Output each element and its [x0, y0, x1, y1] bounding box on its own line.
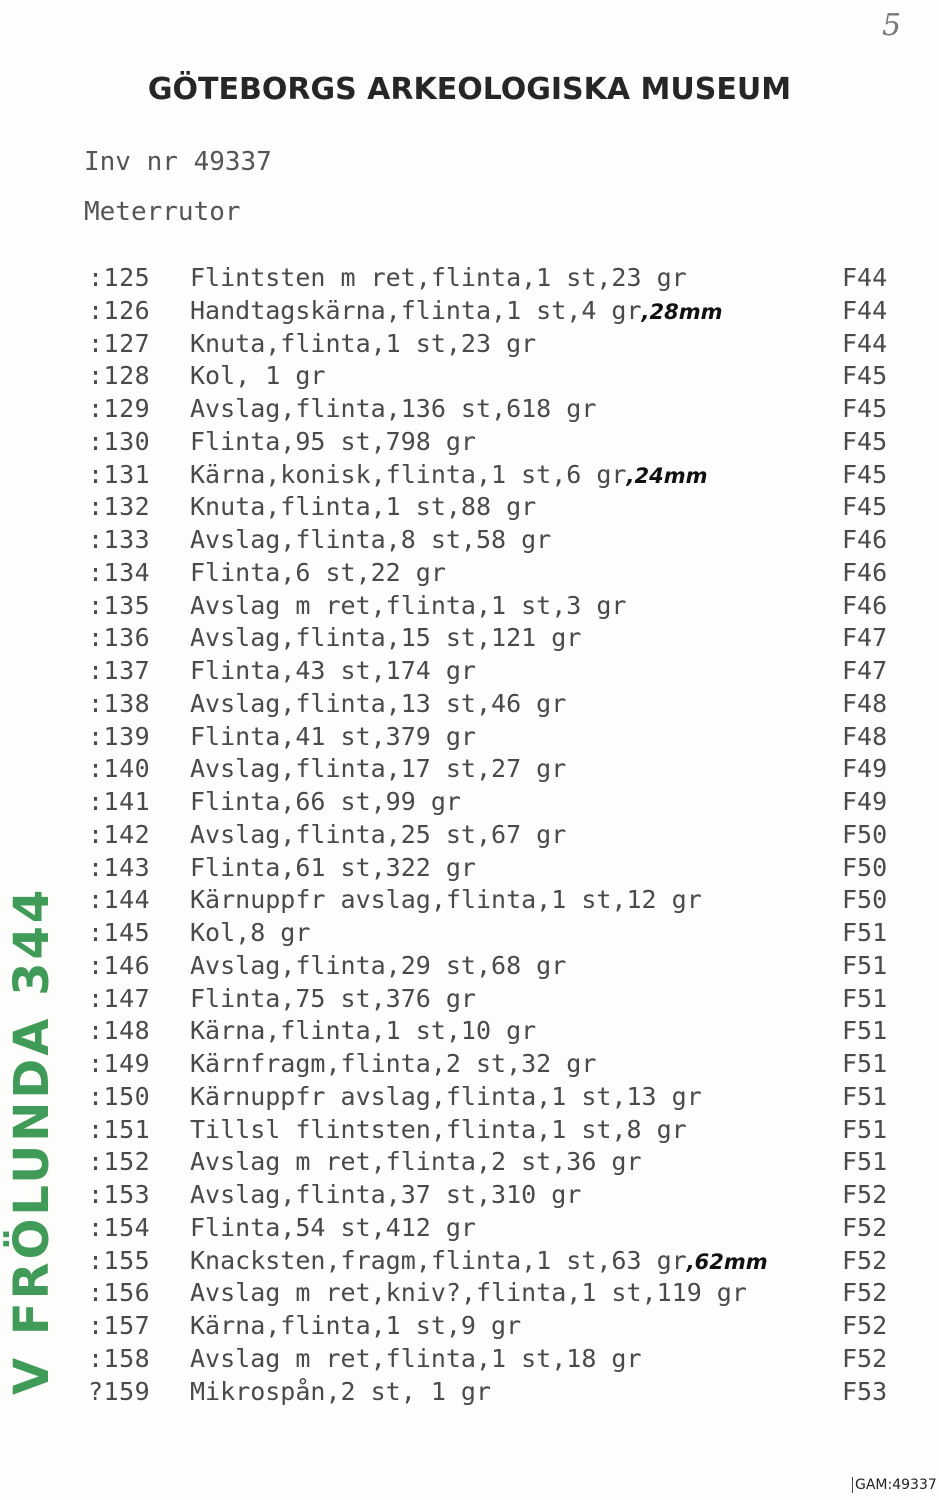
item-number: :137 [88, 656, 151, 685]
item-description-text: Kärnuppfr avslag,flinta,1 st,13 gr [190, 1081, 702, 1111]
grid-square-code: F46 [842, 525, 888, 554]
item-number: :156 [88, 1278, 151, 1308]
item-description [190, 1376, 491, 1408]
item-description-text: Kärnfragm,flinta,2 st,32 gr [190, 1049, 597, 1078]
item-description [190, 524, 551, 556]
list-item [0, 884, 939, 917]
item-number: ?159 [88, 1376, 151, 1406]
item-description [190, 1146, 642, 1178]
grid-square-code: F52 [842, 1245, 888, 1275]
item-number: :125 [88, 263, 151, 292]
item-description-text: Avslag m ret,kniv?,flinta,1 st,119 gr [190, 1278, 747, 1308]
page-number: 5 [882, 8, 902, 43]
grid-square-code: F51 [842, 1081, 888, 1111]
grid-square-code: F46 [842, 590, 888, 620]
item-description [190, 295, 723, 328]
inventory-number: Inv nr 49337 [84, 147, 272, 177]
item-description [190, 1245, 768, 1278]
item-description-text: Knuta,flinta,1 st,88 gr [190, 492, 537, 522]
item-description-text: Knacksten,fragm,flinta,1 st,63 gr [190, 1245, 687, 1275]
item-number: :151 [88, 1114, 151, 1144]
list-item [0, 1277, 939, 1310]
item-description [190, 360, 325, 392]
grid-square-code: F52 [842, 1278, 888, 1308]
item-description [190, 1179, 581, 1211]
item-description-text: Avslag,flinta,15 st,121 gr [190, 623, 582, 653]
item-number: :131 [88, 459, 151, 489]
item-number: :148 [88, 1016, 151, 1046]
list-item [0, 590, 939, 623]
item-description [190, 688, 566, 720]
grid-square-code: F52 [842, 1180, 888, 1209]
list-item [0, 622, 939, 655]
item-description [190, 753, 566, 785]
item-description-text: Avslag,flinta,136 st,618 gr [190, 394, 597, 423]
list-item [0, 1146, 939, 1179]
item-description-text: Flinta,54 st,412 gr [190, 1212, 476, 1242]
item-description [190, 1343, 642, 1375]
museum-header: GÖTEBORGS ARKEOLOGISKA MUSEUM [147, 72, 792, 107]
item-number: :129 [88, 394, 151, 423]
item-number: :139 [88, 721, 151, 751]
item-description [190, 852, 476, 884]
item-description-text: Flintsten m ret,flinta,1 st,23 gr [190, 263, 687, 292]
item-description-text: Avslag m ret,flinta,1 st,18 gr [190, 1343, 642, 1373]
item-number: :143 [88, 852, 151, 882]
item-number: :141 [88, 787, 151, 816]
grid-square-code: F51 [842, 1049, 888, 1078]
item-number: :136 [88, 623, 151, 653]
list-item [0, 819, 939, 852]
archive-stamp: GAM:49337 [852, 1477, 937, 1493]
item-number: :150 [88, 1081, 151, 1111]
item-description-text: Avslag,flinta,25 st,67 gr [190, 819, 567, 849]
item-description [190, 262, 687, 294]
item-number: :134 [88, 557, 151, 587]
grid-square-code: F49 [842, 754, 888, 784]
item-number: :132 [88, 492, 151, 522]
list-item [0, 1114, 939, 1147]
item-description-text: Avslag,flinta,8 st,58 gr [190, 525, 552, 554]
grid-square-code: F44 [842, 263, 888, 292]
list-item [0, 1310, 939, 1343]
grid-square-code: F48 [842, 688, 888, 718]
list-item [0, 1245, 939, 1278]
grid-square-code: F47 [842, 656, 888, 685]
item-description-text: Avslag,flinta,17 st,27 gr [190, 754, 567, 784]
item-description-text: Flinta,41 st,379 gr [190, 721, 476, 751]
item-number: :127 [88, 328, 151, 358]
list-item [0, 1179, 939, 1212]
item-number: :126 [88, 295, 151, 325]
grid-square-code: F53 [842, 1376, 888, 1406]
grid-square-code: F45 [842, 492, 888, 522]
item-description-text: Flinta,6 st,22 gr [190, 557, 446, 587]
list-item [0, 295, 939, 328]
list-item [0, 491, 939, 524]
handwritten-measurement: ,62mm [686, 1249, 768, 1274]
list-item [0, 1376, 939, 1409]
item-description [190, 590, 627, 622]
list-item [0, 360, 939, 393]
item-description-text: Handtagskärna,flinta,1 st,4 gr [190, 295, 642, 325]
subtitle: Meterrutor [84, 197, 241, 227]
list-item [0, 721, 939, 754]
item-description [190, 721, 476, 753]
item-number: :145 [88, 918, 151, 947]
grid-square-code: F44 [842, 328, 888, 358]
item-description-text: Flinta,43 st,174 gr [190, 656, 476, 685]
item-description [190, 1048, 596, 1080]
list-item [0, 1212, 939, 1245]
list-item [0, 786, 939, 819]
grid-square-code: F48 [842, 721, 888, 751]
list-item [0, 852, 939, 885]
grid-square-code: F50 [842, 852, 888, 882]
list-item [0, 950, 939, 983]
item-description [190, 1310, 521, 1342]
item-number: :152 [88, 1147, 151, 1177]
item-description-text: Flinta,95 st,798 gr [190, 426, 476, 456]
item-description-text: Mikrospån,2 st, 1 gr [190, 1376, 492, 1406]
list-item [0, 983, 939, 1016]
item-number: :157 [88, 1311, 151, 1340]
item-number: :128 [88, 361, 151, 391]
grid-square-code: F52 [842, 1212, 888, 1242]
list-item [0, 753, 939, 786]
item-description [190, 1081, 702, 1113]
list-item [0, 557, 939, 590]
item-description-text: Avslag,flinta,29 st,68 gr [190, 950, 567, 980]
item-description-text: Avslag,flinta,37 st,310 gr [190, 1180, 582, 1209]
item-description [190, 328, 536, 360]
grid-square-code: F46 [842, 557, 888, 587]
list-item [0, 262, 939, 295]
item-description-text: Tillsl flintsten,flinta,1 st,8 gr [190, 1114, 687, 1144]
item-number: :158 [88, 1343, 151, 1373]
list-item [0, 524, 939, 557]
grid-square-code: F50 [842, 819, 888, 849]
item-description-text: Avslag m ret,flinta,1 st,3 gr [190, 590, 627, 620]
item-description [190, 491, 536, 523]
item-description [190, 884, 702, 916]
handwritten-measurement: ,28mm [641, 299, 723, 324]
item-description [190, 1114, 687, 1146]
item-number: :144 [88, 885, 151, 915]
item-description [190, 1212, 476, 1244]
item-number: :153 [88, 1180, 151, 1209]
item-number: :149 [88, 1049, 151, 1078]
grid-square-code: F50 [842, 885, 888, 915]
item-description [190, 1277, 747, 1309]
grid-square-code: F51 [842, 983, 888, 1013]
inventory-list [0, 262, 939, 1408]
list-item [0, 1081, 939, 1114]
item-description-text: Kärna,flinta,1 st,10 gr [190, 1016, 537, 1046]
item-number: :140 [88, 754, 151, 784]
list-item [0, 688, 939, 721]
item-description [190, 917, 310, 949]
grid-square-code: F51 [842, 918, 888, 947]
item-description [190, 393, 596, 425]
list-item [0, 917, 939, 950]
grid-square-code: F51 [842, 1016, 888, 1046]
item-description [190, 426, 476, 458]
list-item [0, 459, 939, 492]
item-number: :146 [88, 950, 151, 980]
item-number: :133 [88, 525, 151, 554]
item-number: :130 [88, 426, 151, 456]
list-item [0, 426, 939, 459]
item-description-text: Knuta,flinta,1 st,23 gr [190, 328, 537, 358]
item-description [190, 557, 446, 589]
item-number: :155 [88, 1245, 151, 1275]
grid-square-code: F45 [842, 459, 888, 489]
grid-square-code: F49 [842, 787, 888, 816]
item-description [190, 655, 476, 687]
item-description [190, 1015, 536, 1047]
item-number: :147 [88, 983, 151, 1013]
list-item [0, 393, 939, 426]
grid-square-code: F52 [842, 1311, 888, 1340]
grid-square-code: F51 [842, 1147, 888, 1177]
item-number: :138 [88, 688, 151, 718]
item-description-text: Kärna,flinta,1 st,9 gr [190, 1311, 522, 1340]
item-description-text: Avslag m ret,flinta,2 st,36 gr [190, 1147, 642, 1177]
item-number: :135 [88, 590, 151, 620]
item-description [190, 459, 707, 492]
handwritten-measurement: ,24mm [626, 463, 708, 488]
item-description [190, 622, 581, 654]
item-description [190, 819, 566, 851]
item-description-text: Kärna,konisk,flinta,1 st,6 gr [190, 459, 627, 489]
item-description [190, 950, 566, 982]
item-description [190, 786, 461, 818]
item-description-text: Kärnuppfr avslag,flinta,1 st,12 gr [190, 885, 702, 915]
grid-square-code: F47 [842, 623, 888, 653]
item-description-text: Kol, 1 gr [190, 361, 326, 391]
list-item [0, 328, 939, 361]
item-description-text: Flinta,61 st,322 gr [190, 852, 476, 882]
item-number: :142 [88, 819, 151, 849]
grid-square-code: F52 [842, 1343, 888, 1373]
list-item [0, 655, 939, 688]
grid-square-code: F51 [842, 1114, 888, 1144]
grid-square-code: F45 [842, 426, 888, 456]
list-item [0, 1343, 939, 1376]
handwritten-site-label: V FRÖLUNDA 344 [4, 886, 60, 1395]
item-number: :154 [88, 1212, 151, 1242]
item-description-text: Flinta,75 st,376 gr [190, 983, 476, 1013]
item-description-text: Kol,8 gr [190, 918, 311, 947]
grid-square-code: F44 [842, 295, 888, 325]
grid-square-code: F45 [842, 361, 888, 391]
item-description [190, 983, 476, 1015]
item-description-text: Avslag,flinta,13 st,46 gr [190, 688, 567, 718]
list-item [0, 1015, 939, 1048]
grid-square-code: F45 [842, 394, 888, 423]
item-description-text: Flinta,66 st,99 gr [190, 787, 461, 816]
list-item [0, 1048, 939, 1081]
grid-square-code: F51 [842, 950, 888, 980]
